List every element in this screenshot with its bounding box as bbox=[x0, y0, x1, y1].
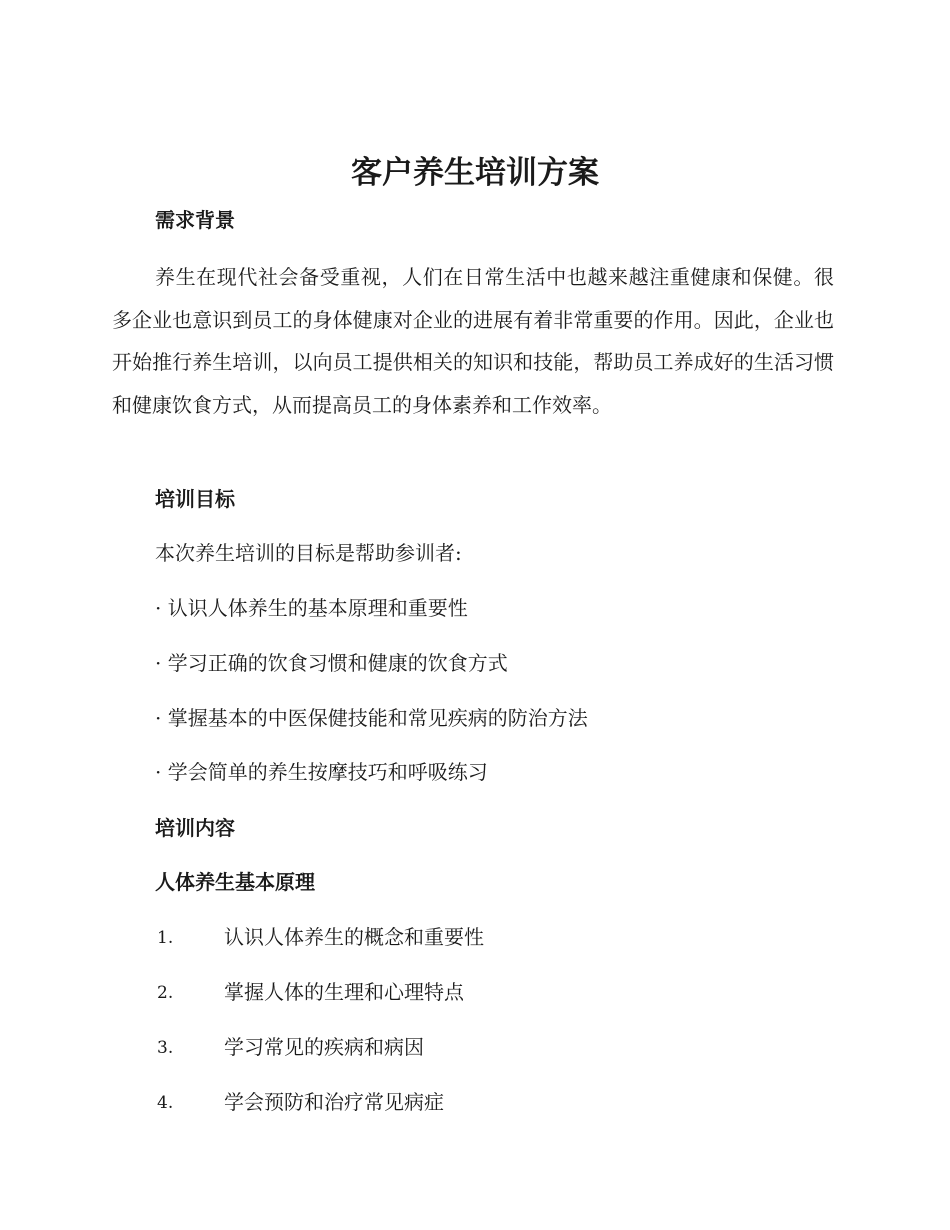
document-title: 客户养生培训方案 bbox=[351, 155, 599, 191]
list-item-text: 认识人体养生的概念和重要性 bbox=[224, 925, 484, 949]
list-number: 2. bbox=[157, 983, 174, 1003]
list-item-text: 学习常见的疾病和病因 bbox=[224, 1035, 424, 1059]
goal-item: · 掌握基本的中医保健技能和常见疾病的防治方法 bbox=[155, 706, 588, 730]
background-paragraph: 养生在现代社会备受重视，人们在日常生活中也越来越注重健康和保健。很多企业也意识到员工的身体健康对企业的进展有着非常重要的作用。因此，企业也开始推行养生培训，以向员工提供相关的知识和技能，帮助员工养成好的生活习惯和健康饮食方式，从而提高员工的身体素养和工作效率。 bbox=[112, 265, 834, 417]
subsection-heading: 人体养生基本原理 bbox=[155, 870, 315, 894]
list-item-text: 学会预防和治疗常见病症 bbox=[224, 1090, 444, 1114]
section-heading-content: 培训内容 bbox=[155, 816, 235, 840]
list-number: 4. bbox=[157, 1093, 174, 1113]
list-item-text: 掌握人体的生理和心理特点 bbox=[224, 980, 464, 1004]
section-heading-goals: 培训目标 bbox=[155, 487, 235, 511]
goal-item: · 认识人体养生的基本原理和重要性 bbox=[155, 596, 468, 620]
list-number: 3. bbox=[157, 1038, 174, 1058]
list-number: 1. bbox=[157, 928, 174, 948]
goal-item: · 学会简单的养生按摩技巧和呼吸练习 bbox=[155, 760, 488, 784]
goal-item: · 学习正确的饮食习惯和健康的饮食方式 bbox=[155, 651, 508, 675]
section-heading-background: 需求背景 bbox=[155, 208, 235, 232]
goals-intro: 本次养生培训的目标是帮助参训者: bbox=[155, 541, 462, 565]
